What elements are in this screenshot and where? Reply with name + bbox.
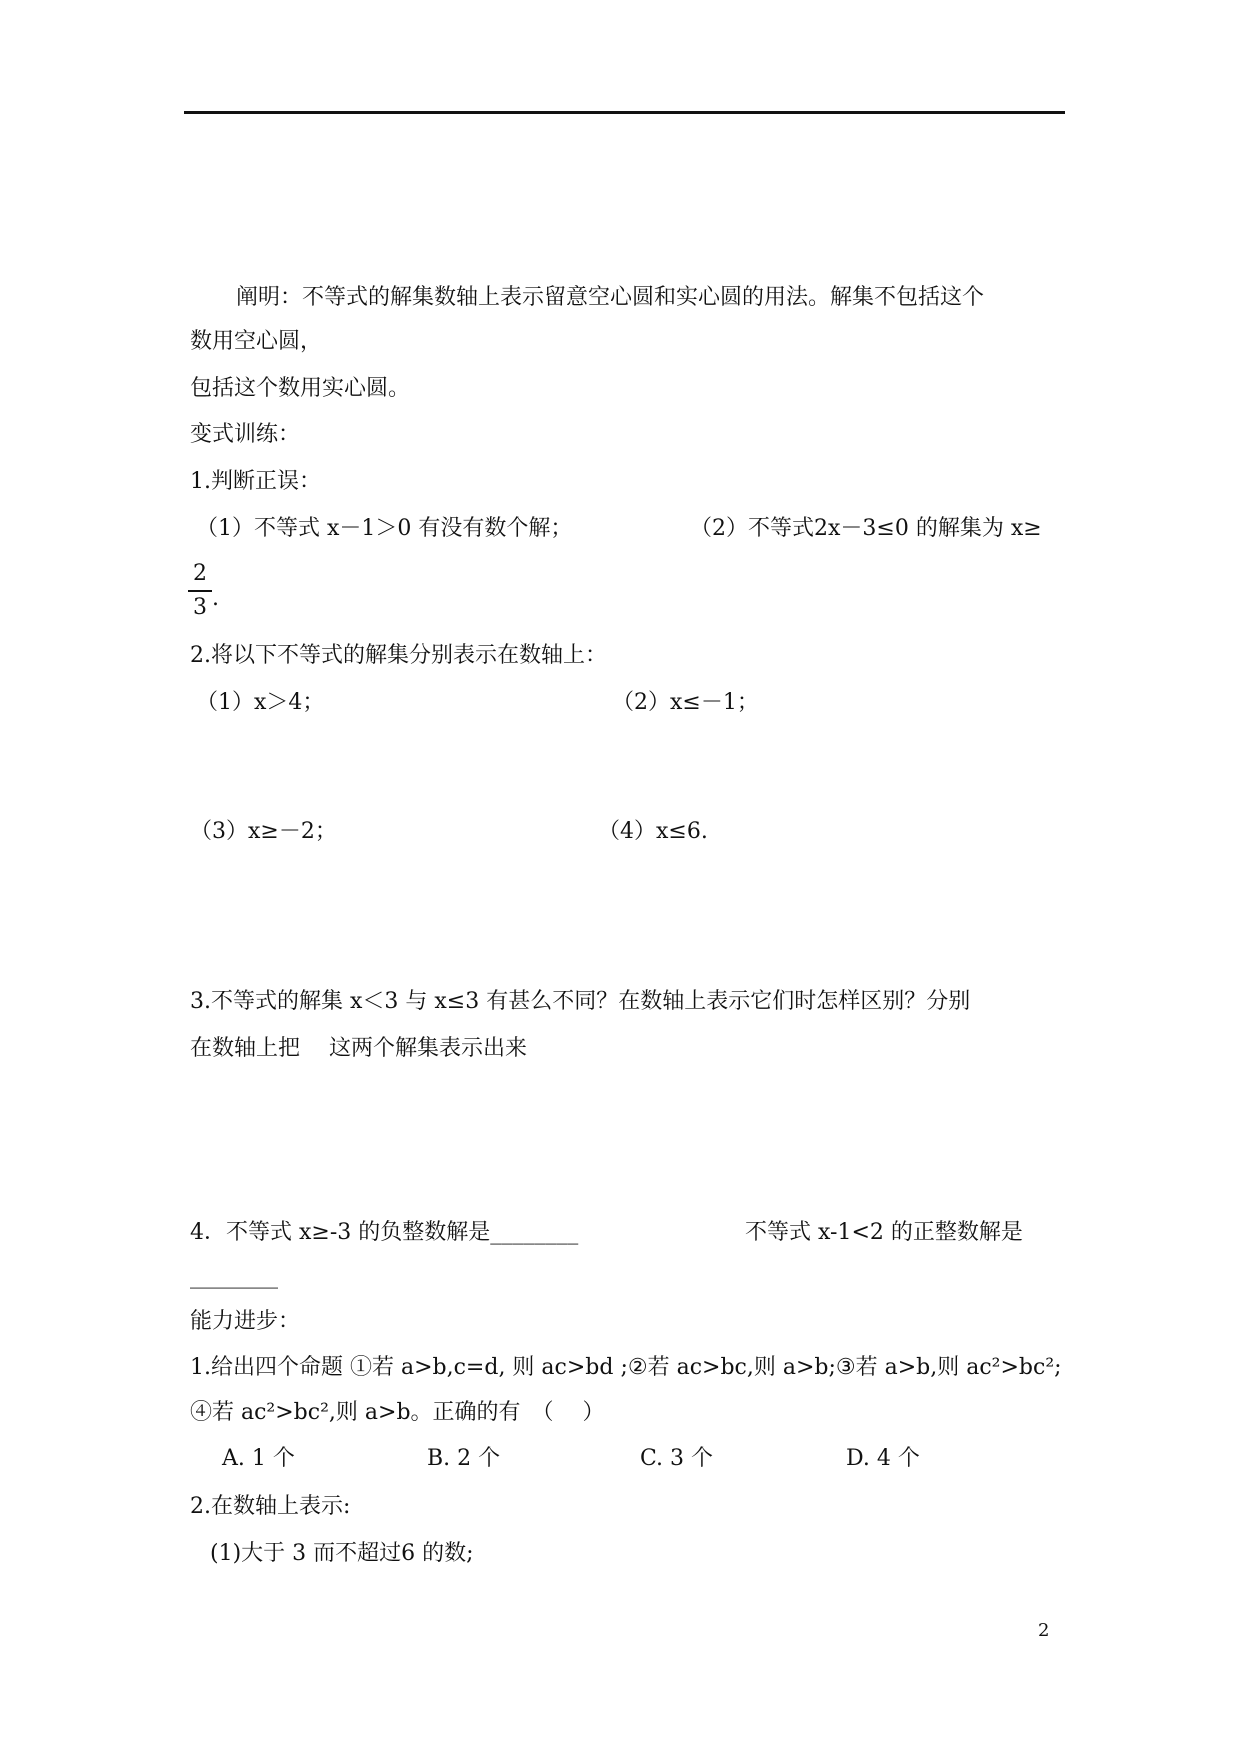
explanation-line-3: 包括这个数用实心圆。 — [190, 376, 411, 401]
a1-line-1: 1.给出四个命题 ①若 a>b,c=d, 则 ac>bd ;②若 ac>bc,则 a>b;③若 a>b,则 ac²>bc²; — [190, 1355, 1062, 1380]
q2-item-3: （3）x≥－2； — [190, 819, 337, 844]
a1-option-b: B. 2 个 — [427, 1446, 501, 1471]
fraction-denominator: 3 — [193, 595, 207, 620]
page-number: 2 — [1038, 1620, 1050, 1641]
fraction-bar — [188, 590, 212, 592]
q3-line-1: 3.不等式的解集 x＜3 与 x≤3 有甚么不同？在数轴上表示它们时怎样区别？分别 — [190, 989, 971, 1014]
a1-line-2: ④若 ac²>bc²,则 a>b。正确的有 （ ） — [190, 1400, 605, 1425]
a1-option-c: C. 3 个 — [640, 1446, 714, 1471]
a2-heading: 2.在数轴上表示: — [190, 1494, 351, 1519]
q2-item-1: （1）x＞4； — [196, 690, 325, 715]
q2-item-2: （2）x≤－1； — [612, 690, 759, 715]
q2-heading: 2.将以下不等式的解集分别表示在数轴上： — [190, 643, 607, 668]
explanation-line-2: 数用空心圆， — [190, 329, 323, 354]
fraction-numerator: 2 — [193, 561, 207, 586]
explanation-line-1: 阐明：不等式的解集数轴上表示留意空心圆和实心圆的用法。解集不包括这个 — [236, 285, 985, 310]
header-rule — [184, 111, 1065, 114]
q1-item-1: （1）不等式 x－1＞0 有没有数个解； — [196, 516, 573, 541]
q1-heading: 1.判断正误： — [190, 469, 321, 494]
a1-option-d: D. 4 个 — [846, 1446, 920, 1471]
a1-option-a: A. 1 个 — [222, 1446, 295, 1471]
a2-item-1: (1)大于 3 而不超过6 的数; — [210, 1541, 474, 1566]
q4-part-1: 4．不等式 x≥-3 的负整数解是________ — [190, 1220, 579, 1245]
q3-line-2: 在数轴上把 这两个解集表示出来 — [190, 1036, 527, 1061]
fraction-tail: . — [212, 586, 219, 611]
fraction — [188, 560, 212, 622]
q2-item-4: （4）x≤6. — [598, 819, 708, 844]
ability-heading: 能力进步： — [190, 1309, 301, 1334]
variant-heading: 变式训练： — [190, 422, 301, 447]
q4-part-2: 不等式 x-1<2 的正整数解是 — [745, 1220, 1023, 1245]
q1-item-2: （2）不等式2x－3≤0 的解集为 x≥ — [690, 516, 1042, 541]
q4-blank: ________ — [190, 1264, 278, 1289]
